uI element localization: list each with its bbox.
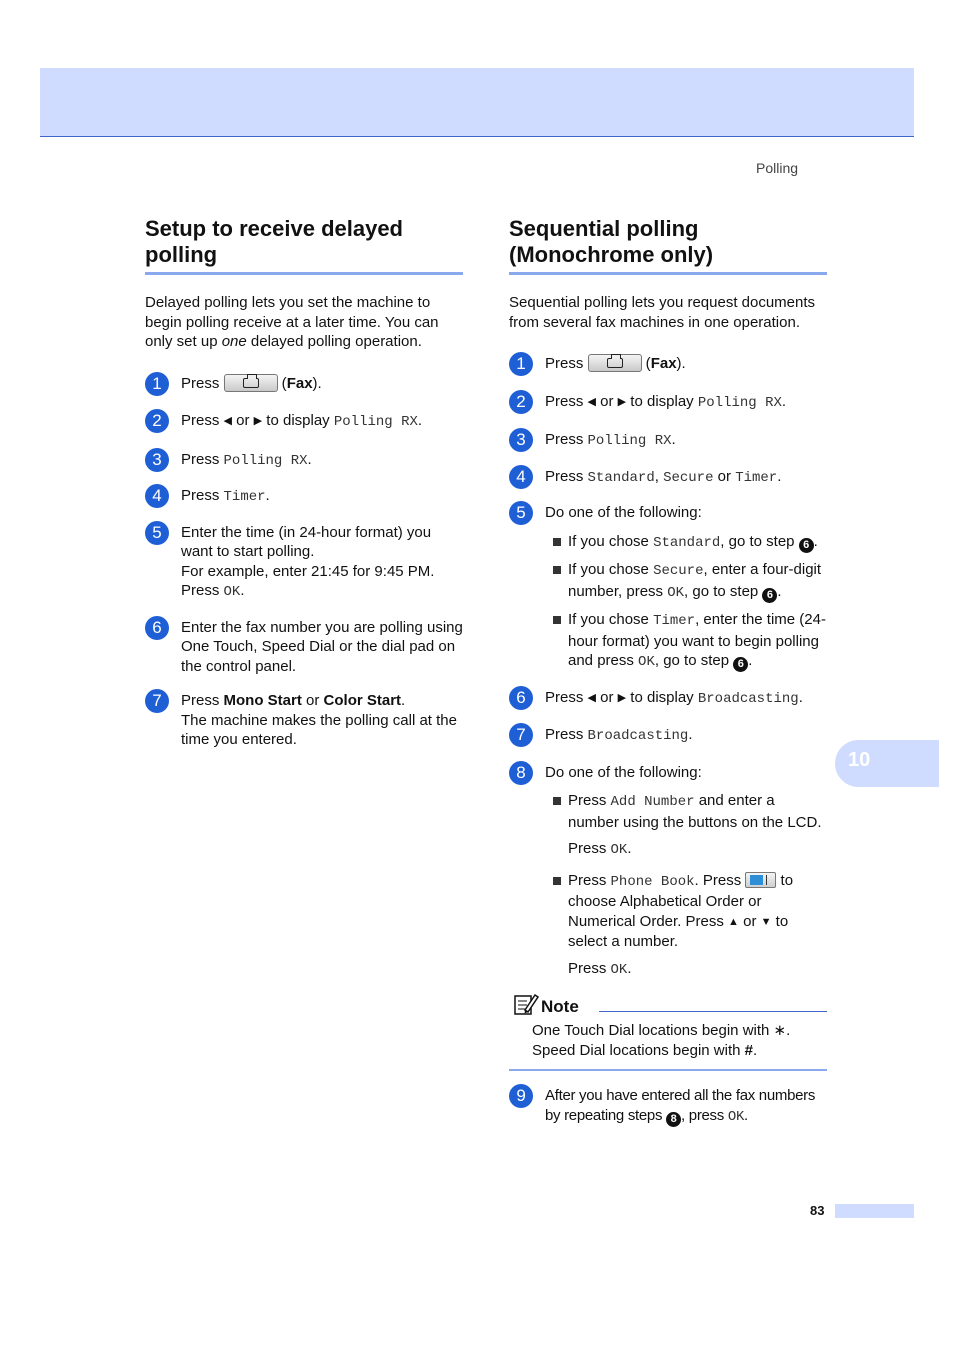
step-9: 9 After you have entered all the fax numbers by repeating steps 8 , press OK. xyxy=(509,1086,827,1127)
right-column xyxy=(509,216,827,1127)
step-7: 7 Press Broadcasting. xyxy=(509,725,827,747)
step-number-badge: 7 xyxy=(145,689,169,713)
page-number-bar xyxy=(835,1204,914,1218)
up-arrow-icon: ▲ xyxy=(728,915,739,928)
step-ref: 8 xyxy=(666,1112,681,1127)
step-7: 7 Press Mono Start or Color Start. The machine makes the polling call at the time you entered. xyxy=(145,691,463,750)
step-number-badge: 2 xyxy=(145,409,169,433)
list-item: Press Phone Book. Press to choose Alphabetical Order or Numerical Order. Press ▲ or ▼ to select a number. xyxy=(545,871,827,952)
press-ok-line: Press OK. xyxy=(568,959,632,978)
note-title: Note xyxy=(541,997,579,1016)
left-arrow-icon: ◀ xyxy=(223,415,232,427)
right-arrow-icon: ▶ xyxy=(617,691,627,704)
section-title-sequential-polling: Sequential polling (Monochrome only) xyxy=(509,216,827,275)
step-number-badge: 5 xyxy=(509,501,533,525)
step-3: 3 Press Polling RX. xyxy=(509,430,827,452)
note-pencil-icon xyxy=(513,992,539,1016)
step-ref: 6 xyxy=(733,657,748,672)
step-2: 2 Press ◀ or ▶ to display Polling RX. xyxy=(509,392,827,414)
step-number-badge: 7 xyxy=(509,723,533,747)
step-number-badge: 8 xyxy=(509,761,533,785)
step-ref: 6 xyxy=(799,538,814,553)
list-item: If you chose Timer, enter the time (24-hour format) you want to begin polling and press OK, go to step 6 . xyxy=(545,610,827,673)
right-arrow-icon: ▶ xyxy=(253,415,263,427)
header-band xyxy=(40,68,914,137)
note-body: One Touch Dial locations begin with ∗. Speed Dial locations begin with #. xyxy=(509,1018,827,1071)
left-column xyxy=(145,216,463,750)
step-number-badge: 3 xyxy=(145,448,169,472)
running-head: Polling xyxy=(756,160,799,176)
step-number-badge: 3 xyxy=(509,428,533,452)
step-5: 5 Do one of the following: If you chose Standard, go to step 6 . If you chose Secure, enter a four-digit number, press OK, go to step 6 . If you chose Timer, enter the time (24-hour format) you want to begin polling and press OK, go to step 6 . xyxy=(509,503,827,673)
list-item: Press Add Number and enter a number using the buttons on the LCD. xyxy=(545,791,827,832)
step-number-badge: 4 xyxy=(509,465,533,489)
fax-button-icon xyxy=(224,374,278,392)
step-4: 4 Press Timer. xyxy=(145,486,463,508)
step-number-badge: 2 xyxy=(509,390,533,414)
press-ok-line: Press OK. xyxy=(568,840,632,858)
step-4: 4 Press Standard, Secure or Timer. xyxy=(509,467,827,489)
step-number-badge: 9 xyxy=(509,1084,533,1108)
step-2: 2 Press ◀ or ▶ to display Polling RX. xyxy=(145,411,463,433)
step-3: 3 Press Polling RX. xyxy=(145,450,463,472)
step-number-badge: 1 xyxy=(145,372,169,396)
fax-button-icon xyxy=(588,354,642,372)
page-number: 83 xyxy=(810,1203,825,1218)
chapter-tab: 10 xyxy=(835,740,939,787)
left-arrow-icon: ◀ xyxy=(587,395,596,408)
note-box xyxy=(509,992,827,1071)
step-6: 6 Enter the fax number you are polling using One Touch, Speed Dial or the dial pad on the control panel. xyxy=(145,618,463,677)
step-number-badge: 1 xyxy=(509,352,533,376)
section-title-delayed-polling: Setup to receive delayed polling xyxy=(145,216,463,275)
step-5: 5 Enter the time (in 24-hour format) you want to start polling. For example, enter 21:45 for 9:45 PM. Press OK. xyxy=(145,523,463,603)
step-1: 1 Press (Fax). xyxy=(145,374,463,394)
step-6: 6 Press ◀ or ▶ to display Broadcasting. xyxy=(509,688,827,710)
phone-book-button-icon xyxy=(745,872,776,888)
step-number-badge: 6 xyxy=(145,616,169,640)
step-8: 8 Do one of the following: Press Add Number and enter a number using the buttons on the LCD. Press OK. Press Phone Book. Press to choose Alphabetical Order or Numerical Order. Press ▲ or ▼ to select a number. Press OK. xyxy=(509,763,827,981)
intro-paragraph: Sequential polling lets you request documents from several fax machines in one operation. xyxy=(509,294,816,331)
left-arrow-icon: ◀ xyxy=(587,691,596,704)
down-arrow-icon: ▼ xyxy=(760,915,772,928)
list-item: If you chose Secure, enter a four-digit number, press OK, go to step 6 . xyxy=(545,560,827,603)
intro-paragraph: Delayed polling lets you set the machine to begin polling receive at a later time. You can only set up one delayed polling operation. xyxy=(145,294,439,350)
step-number-badge: 5 xyxy=(145,521,169,545)
right-arrow-icon: ▶ xyxy=(617,395,627,408)
step-1: 1 Press (Fax). xyxy=(509,354,827,374)
step-ref: 6 xyxy=(762,588,777,603)
step-number-badge: 4 xyxy=(145,484,169,508)
step-number-badge: 6 xyxy=(509,686,533,710)
list-item: If you chose Standard, go to step 6 . xyxy=(545,532,827,554)
